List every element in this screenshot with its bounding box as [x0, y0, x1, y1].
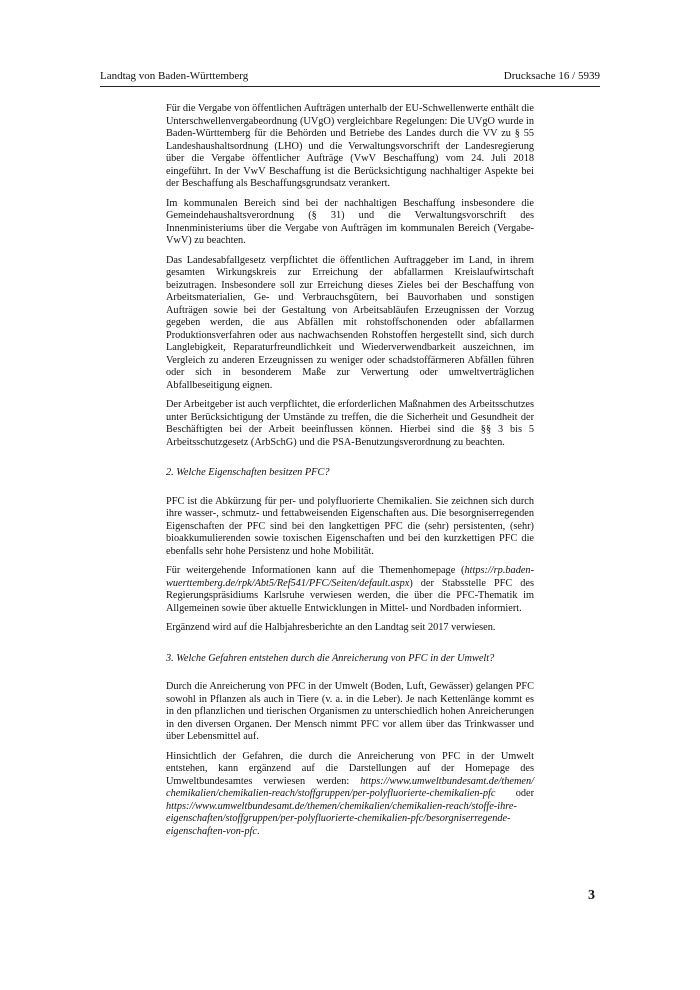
- paragraph-anreicherung: Durch die Anreicherung von PFC in der Umwelt (Boden, Luft, Gewässer) gelangen PFC sowohl in Pflanzen als auch in Tiere (v. a. in die Leber). Je nach Kettenlänge kommt es in den pflanzlichen und tierischen Organismen zu unterschiedlich hohen Anreicherungen in den diversen Organen. Der Mensch nimmt PFC vor allem über das Trinkwasser und über Lebensmittel auf.: [166, 681, 534, 742]
- page-header: [100, 70, 600, 87]
- page-number: 3: [588, 888, 595, 903]
- paragraph-uvgo: Für die Vergabe von öffentlichen Aufträgen unterhalb der EU-Schwellenwerte enthält die Unterschwellenvergabeordnung (UVgO) vergleichbare Regelungen: Die UVgO wurde in Baden-Württemberg für die Behörden und Betriebe des Landes durch die VV zu § 55 Landeshaushaltsordnung (LHO) und die Verwaltungsvorschrift der Landesregierung über die Vergabe öffentlicher Aufträge (VwV Beschaffung) vom 24. Juli 2018 eingeführt. In der VwV Beschaffung ist die Berücksichtigung nachhaltiger Aspekte bei der Beschaffung als Beschaffungsgrundsatz verankert.: [166, 103, 534, 189]
- link-uba-pfc[interactable]: https://www.umweltbundesamt.de/themen/chemikalien/chemikalien-reach/stoffgruppen/per-polyfluorierte-chemikalien-pfc: [166, 775, 534, 799]
- paragraph-arbeitsschutz: Der Arbeitgeber ist auch verpflichtet, die erforderlichen Maßnahmen des Arbeitsschutzes unter Berücksichtigung der Umstände zu treffen, die die Sicherheit und Gesundheit der Beschäftigten bei der Arbeit beeinflussen können. Hierbei sind die §§ 3 bis 5 Arbeitsschutzgesetz (ArbSchG) und die PSA-Benutzungsverordnung zu beachten.: [166, 399, 534, 448]
- header-left: Landtag von Baden-Württemberg: [100, 70, 249, 82]
- paragraph-landesabfallgesetz: Das Landesabfallgesetz verpflichtet die öffentlichen Auftraggeber im Land, in ihrem gesamten Wirkungskreis zur Erreichung der abfallarmen Kreislaufwirtschaft beizutragen. Insbesondere soll zur Erreichung dieses Zieles bei der Beschaffung von Arbeitsmaterialien, Ge- und Verbrauchsgütern, bei Bauvorhaben und sonstigen Aufträgen sowie bei der Gestaltung von Arbeitsabläufen Erzeugnissen der Vorzug gegeben werden, die aus Abfällen mit rohstoffschonenden oder abfallarmen Produktionsverfahren oder aus nachwachsenden Rohstoffen hergestellt sind, sich durch Langlebigkeit, Reparaturfreundlichkeit und Wiederverwendbarkeit auszeichnen, im Vergleich zu anderen Erzeugnissen zu weniger oder schadstoffärmeren Abfällen führen oder sich in besonderem Maße zur Verwertung oder umweltverträglichen Abfallbeseitigung eignen.: [166, 254, 534, 391]
- text-span: Für weitergehende Informationen kann auf die Themenhomepage (: [166, 565, 465, 576]
- main-text: [166, 103, 534, 845]
- paragraph-kommunal: Im kommunalen Bereich sind bei der nachhaltigen Beschaffung insbesondere die Gemeindehaushaltsverordnung (§ 31) und die Verwaltungsvorschrift des Innenministeriums über die Vergabe von Aufträgen im kommunalen Bereich (Vergabe-VwV) zu beachten.: [166, 197, 534, 246]
- paragraph-umweltbundesamt: [166, 751, 534, 839]
- text-span: oder: [495, 788, 534, 799]
- paragraph-pfc-definition: PFC ist die Abkürzung für per- und polyfluorierte Chemikalien. Sie zeichnen sich durch ihre wasser-, schmutz- und fettabweisenden Eigenschaften aus. Die besorgniserregenden Eigenschaften der PFC sind bei den langkettigen PFC die (sehr) persistenten, (sehr) bioakkumulierenden sowie toxischen Eigenschaften und bei den kurzkettigen PFC die ebenfalls sehr hohe Persistenz und hohe Mobilität.: [166, 495, 534, 557]
- paragraph-halbjahresberichte: Ergänzend wird auf die Halbjahresberichte an den Landtag seit 2017 verwiesen.: [166, 622, 496, 633]
- text-span: ) der Stabsstelle PFC des Regierungspräsidiums Karlsruhe verwiesen werden, die über die PFC-Thematik im Allgemeinen sowie über aktuelle Entwicklungen in Mittel- und Nordbaden informiert.: [166, 577, 534, 614]
- text-span: Hinsichtlich der Gefahren, die durch die Anreicherung von PFC in der Umwelt entstehen, kann ergänzend auf die Darstellungen auf der Homepage des Umweltbundesamtes verwiesen werden:: [166, 750, 534, 787]
- text-span: .: [256, 825, 260, 837]
- link-themenhomepage[interactable]: https://rp.baden-wuerttemberg.de/rpk/Abt5/Ref541/PFC/Seiten/default.aspx: [166, 565, 534, 589]
- header-right: Drucksache 16 / 5939: [503, 70, 600, 82]
- question-2: 2. Welche Eigenschaften besitzen PFC?: [166, 467, 330, 478]
- question-3: 3. Welche Gefahren entstehen durch die Anreicherung von PFC in der Umwelt?: [166, 652, 495, 664]
- paragraph-themenhomepage: [166, 565, 534, 615]
- link-uba-besorgniserregend[interactable]: https://www.umweltbundesamt.de/themen/chemikalien/chemikalien-reach/stoffe-ihre-eigenschaften/stoffgruppen/per-polyfluorierte-chemikalien-pfc/besorgniserregende-eigenschaften-von-pfc: [166, 800, 517, 837]
